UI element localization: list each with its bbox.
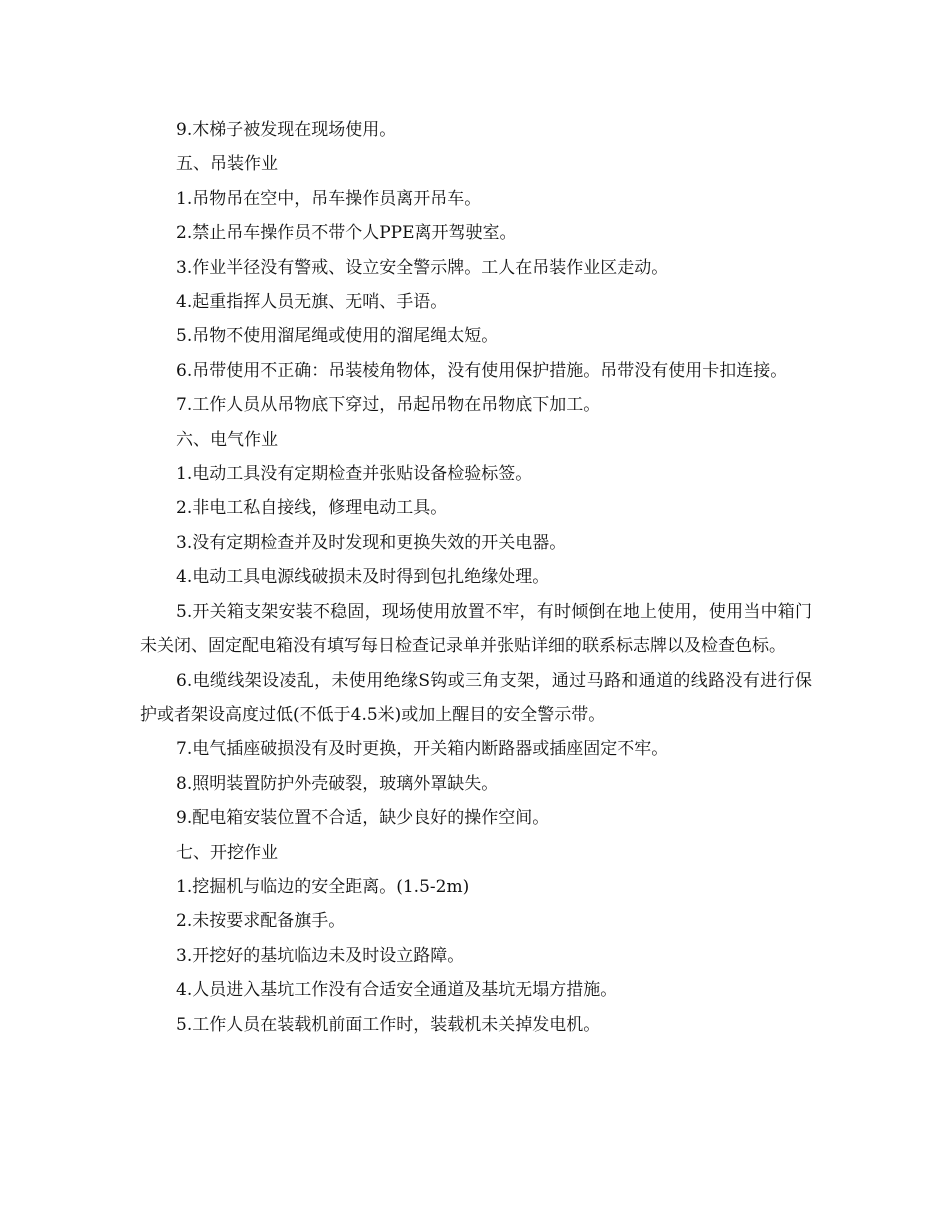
list-item-lifting-5: 5.吊物不使用溜尾绳或使用的溜尾绳太短。: [176, 326, 499, 347]
list-item-electrical-4: 4.电动工具电源线破损未及时得到包扎绝缘处理。: [176, 567, 550, 588]
list-item-lifting-6: 6.吊带使用不正确：吊装棱角物体，没有使用保护措施。吊带没有使用卡扣连接。: [176, 360, 788, 381]
document-body: [140, 113, 812, 1042]
list-item-electrical-3: 3.没有定期检查并及时发现和更换失效的开关电器。: [176, 532, 567, 553]
list-item-excavation-4: 4.人员进入基坑工作没有合适安全通道及基坑无塌方措施。: [176, 980, 618, 1001]
list-item-ladder-9: 9.木梯子被发现在现场使用。: [176, 120, 397, 140]
list-item-lifting-3: 3.作业半径没有警戒、设立安全警示牌。工人在吊装作业区走动。: [176, 257, 669, 278]
section-heading-excavation: 七、开挖作业: [176, 842, 278, 863]
list-item-electrical-5: 5.开关箱支架安装不稳固，现场使用放置不牢，有时倾倒在地上使用，使用当中箱门未关闭、固定配电箱没有填写每日检查记录单并张贴详细的联系标志牌以及检查色标。: [140, 601, 812, 657]
list-item-electrical-2: 2.非电工私自接线，修理电动工具。: [176, 498, 448, 519]
list-item-electrical-8: 8.照明装置防护外壳破裂，玻璃外罩缺失。: [176, 773, 499, 794]
list-item-lifting-1: 1.吊物吊在空中，吊车操作员离开吊车。: [176, 188, 482, 209]
list-item-excavation-5: 5.工作人员在装载机前面工作时，装载机未关掉发电机。: [176, 1014, 601, 1035]
list-item-lifting-7: 7.工作人员从吊物底下穿过，吊起吊物在吊物底下加工。: [176, 395, 601, 416]
list-item-electrical-1: 1.电动工具没有定期检查并张贴设备检验标签。: [176, 464, 533, 485]
list-item-lifting-4: 4.起重指挥人员无旗、无哨、手语。: [176, 292, 448, 313]
list-item-excavation-1: 1.挖掘机与临边的安全距离。(1.5-2m): [176, 876, 470, 897]
section-heading-electrical: 六、电气作业: [176, 429, 278, 450]
list-item-electrical-6: 6.电缆线架设凌乱，未使用绝缘S钩或三角支架，通过马路和通道的线路没有进行保护或者架设高度过低(不低于4.5米)或加上醒目的安全警示带。: [140, 670, 812, 725]
list-item-lifting-2: 2.禁止吊车操作员不带个人PPE离开驾驶室。: [176, 223, 517, 244]
list-item-electrical-7: 7.电气插座破损没有及时更换，开关箱内断路器或插座固定不牢。: [176, 739, 669, 760]
list-item-excavation-3: 3.开挖好的基坑临边未及时设立路障。: [176, 945, 465, 966]
list-item-excavation-2: 2.未按要求配备旗手。: [176, 911, 346, 932]
list-item-electrical-9: 9.配电箱安装位置不合适，缺少良好的操作空间。: [176, 808, 550, 829]
section-heading-lifting: 五、吊装作业: [176, 154, 278, 175]
